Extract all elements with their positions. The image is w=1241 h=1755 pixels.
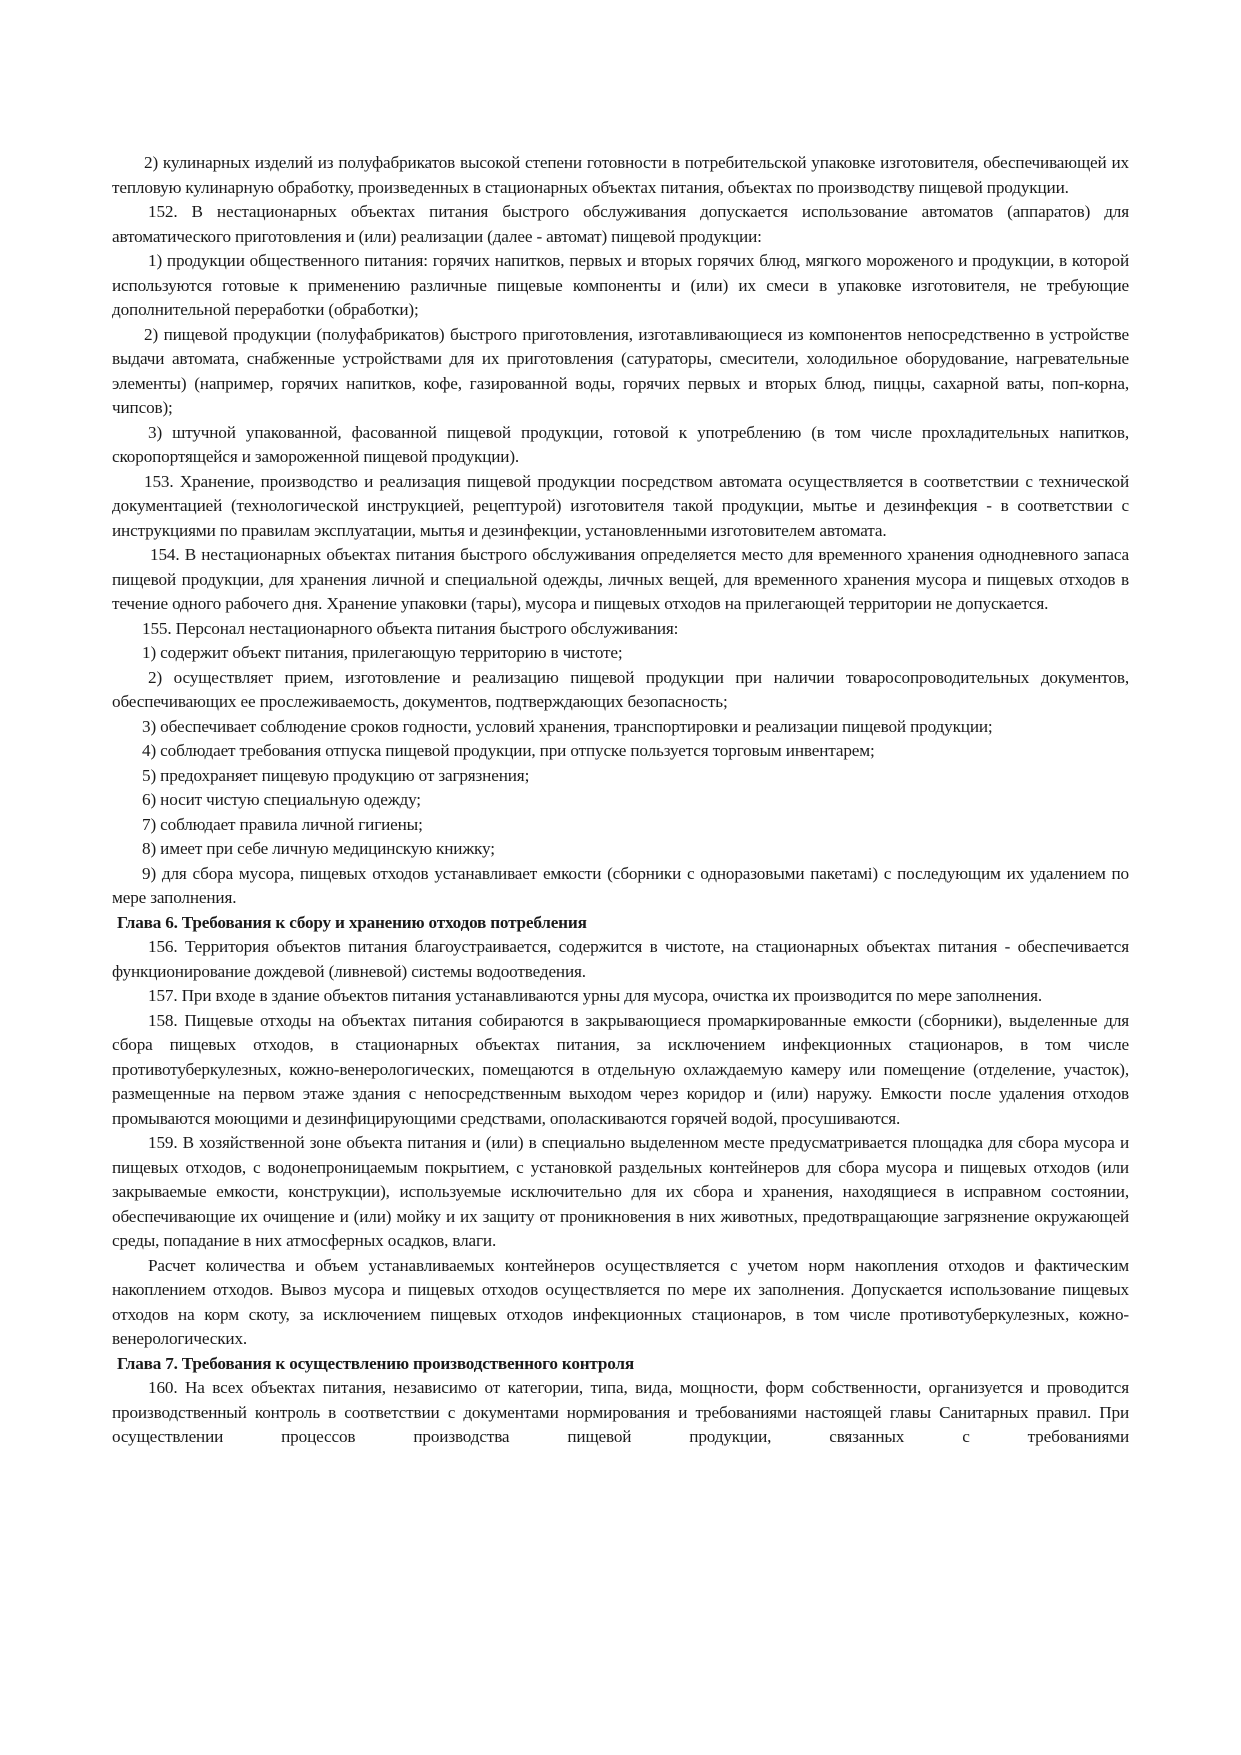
paragraph-152: 152. В нестационарных объектах питания быстрого обслуживания допускается использование автоматов (аппаратов) для автоматического приготовления и (или) реализации (далее - автомат) пищевой продукции:	[112, 202, 1129, 246]
paragraph-155: 155. Персонал нестационарного объекта питания быстрого обслуживания:	[142, 618, 679, 638]
chapter-7-heading: Глава 7. Требования к осуществлению производственного контроля	[117, 1353, 634, 1373]
paragraph-152-item-1: 1) продукции общественного питания: горячих напитков, первых и вторых горячих блюд, мягкого мороженого и продукции, в которой используются готовые к применению различные пищевые компоненты и (или) их смеси в упаковке изготовителя, не требующие дополнительной переработки (обработки);	[112, 251, 1129, 319]
paragraph-159: 159. В хозяйственной зоне объекта питания и (или) в специально выделенном месте предусматривается площадка для сбора мусора и пищевых отходов, с водонепроницаемым покрытием, с установкой раздельных контейнеров для сбора мусора и пищевых отходов (или закрываемые емкости, конструкции), используемые исключительно для их сбора и хранения, находящиеся в исправном состоянии, обеспечивающие их очищение и (или) мойку и их защиту от проникновения в них животных, предотвращающие загрязнение окружающей среды, попадание в них атмосферных осадков, влаги.	[112, 1133, 1129, 1250]
paragraph-155-item-3: 3) обеспечивает соблюдение сроков годности, условий хранения, транспортировки и реализации пищевой продукции;	[142, 716, 993, 736]
chapter-6-heading: Глава 6. Требования к сбору и хранению отходов потребления	[117, 912, 587, 932]
paragraph-153: 153. Хранение, производство и реализация пищевой продукции посредством автомата осуществляется в соответствии с технической документацией (технологической инструкцией, рецептурой) изготовителя такой продукции, мытье и дезинфекция - в соответствии с инструкциями по правилам эксплуатации, мытья и дезинфекции, установленными изготовителем автомата.	[112, 471, 1129, 540]
paragraph-155-item-5: 5) предохраняет пищевую продукцию от загрязнения;	[142, 765, 530, 785]
paragraph-item-2-culinary: 2) кулинарных изделий из полуфабрикатов высокой степени готовности в потребительской упаковке изготовителя, обеспечивающей их тепловую кулинарную обработку, произведенных в стационарных объектах питания, объектах по производству пищевой продукции.	[112, 153, 1129, 197]
paragraph-155-item-8: 8) имеет при себе личную медицинскую книжку;	[142, 839, 495, 858]
paragraph-155-item-2: 2) осуществляет прием, изготовление и реализацию пищевой продукции при наличии товаросопроводительных документов, обеспечивающих ее прослеживаемость, документов, подтверждающих безопасность;	[112, 667, 1129, 711]
paragraph-160: 160. На всех объектах питания, независимо от категории, типа, вида, мощности, форм собственности, организуется и проводится производственный контроль в соответствии с документами нормирования и требованиями настоящей главы Санитарных правил. При осуществлении процессов производства пищевой продукции, связанных с требованиями	[112, 1378, 1129, 1446]
paragraph-159-continuation: Расчет количества и объем устанавливаемых контейнеров осуществляется с учетом норм накопления отходов и фактическим накоплением отходов. Вывоз мусора и пищевых отходов осуществляется по мере их заполнения. Допускается использование пищевых отходов на корм скоту, за исключением пищевых отходов инфекционных стационаров, в том числе противотуберкулезных, кожно-венерологических.	[112, 1255, 1129, 1348]
paragraph-155-item-4: 4) соблюдает требования отпуска пищевой продукции, при отпуске пользуется торговым инвентарем;	[142, 741, 875, 760]
paragraph-156: 156. Территория объектов питания благоустраивается, содержится в чистоте, на стационарных объектах питания - обеспечивается функционирование дождевой (ливневой) системы водоотведения.	[112, 937, 1129, 981]
paragraph-154: 154. В нестационарных объектах питания быстрого обслуживания определяется место для временного хранения однодневного запаса пищевой продукции, для хранения личной и специальной одежды, личных вещей, для временного хранения мусора и пищевых отходов в течение одного рабочего дня. Хранение упаковки (тары), мусора и пищевых отходов на прилегающей территории не допускается.	[112, 545, 1129, 613]
paragraph-157: 157. При входе в здание объектов питания устанавливаются урны для мусора, очистка их производится по мере заполнения.	[148, 986, 1042, 1005]
paragraph-155-item-6: 6) носит чистую специальную одежду;	[142, 790, 421, 809]
paragraph-155-item-1: 1) содержит объект питания, прилегающую территорию в чистоте;	[142, 643, 623, 662]
paragraph-152-item-2: 2) пищевой продукции (полуфабрикатов) быстрого приготовления, изготавливающиеся из компонентов непосредственно в устройстве выдачи автомата, снабженные устройствами для их приготовления (сатураторы, смесители, холодильное оборудование, нагревательные элементы) (например, горячих напитков, кофе, газированной воды, горячих первых и вторых блюд, пиццы, сахарной ваты, поп-корна, чипсов);	[112, 324, 1129, 417]
paragraph-152-item-3: 3) штучной упакованной, фасованной пищевой продукции, готовой к употреблению (в том числе прохладительных напитков, скоропортящейся и замороженной пищевой продукции).	[112, 422, 1129, 466]
paragraph-155-item-9: 9) для сбора мусора, пищевых отходов устанавливает емкости (сборники с одноразовыми пакетамі) с последующим их удалением по мере заполнения.	[112, 863, 1129, 907]
document-page	[112, 151, 1129, 1450]
paragraph-155-item-7: 7) соблюдает правила личной гигиены;	[142, 814, 423, 834]
paragraph-158: 158. Пищевые отходы на объектах питания собираются в закрывающиеся промаркированные емкости (сборники), выделенные для сбора пищевых отходов, в стационарных объектах питания, за исключением инфекционных стационаров, в том числе противотуберкулезных, кожно-венерологических, помещаются в отдельную охлаждаемую камеру или помещение (отделение, участок), размещенные на первом этаже здания с непосредственным выходом через коридор и (или) наружу. Емкости после удаления отходов промываются моющими и дезинфицирующими средствами, ополаскиваются горячей водой, просушиваются.	[112, 1010, 1129, 1128]
